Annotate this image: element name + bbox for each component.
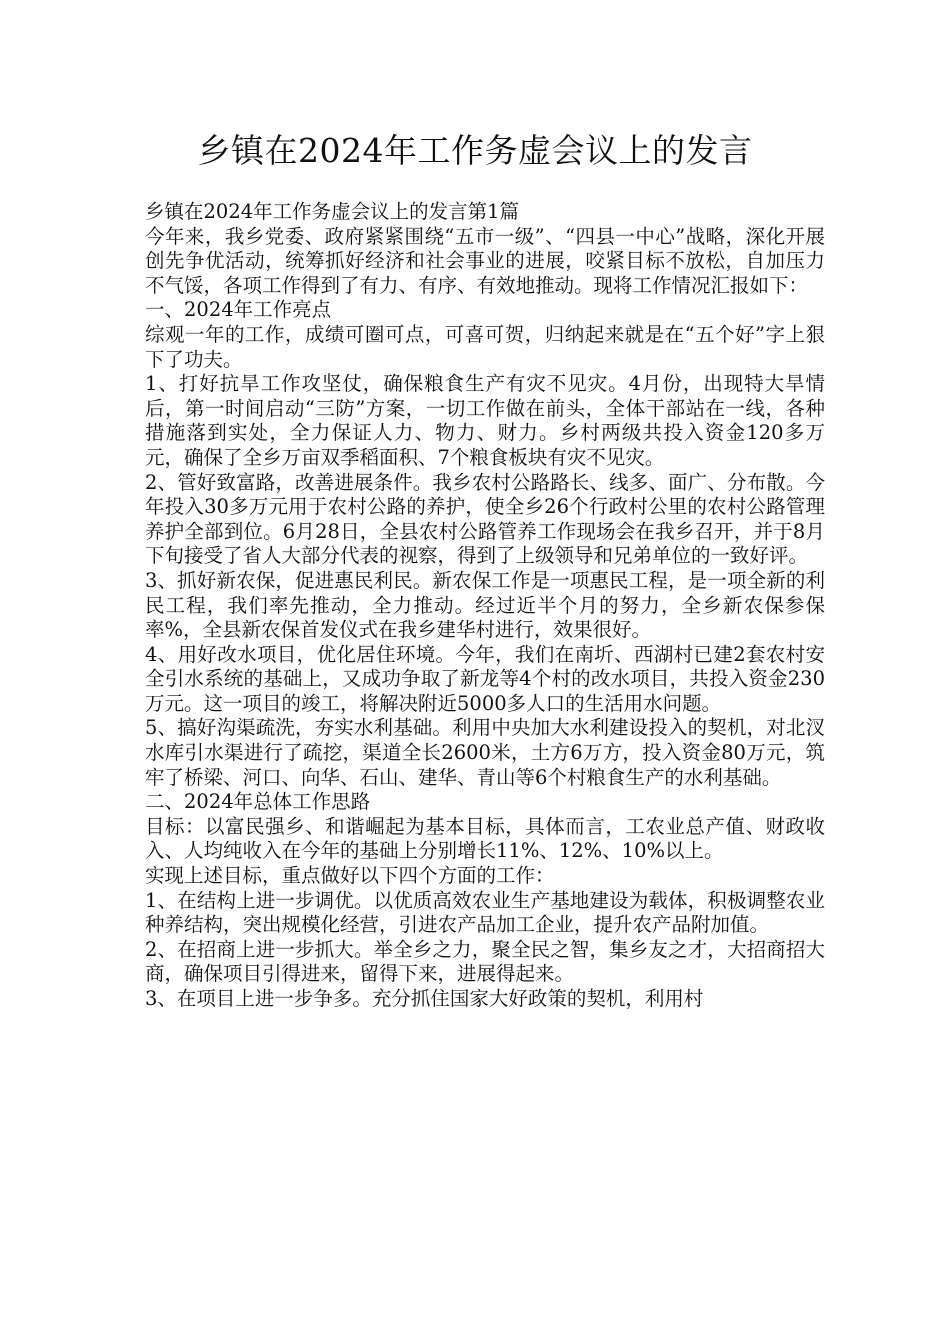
section-heading-plan: 二、2024年总体工作思路 [145,790,371,814]
focus-projects-paragraph: 3、在项目上进一步争多。充分抓住国家大好政策的契机，利用村 [145,987,704,1010]
focus-structure-paragraph: 1、在结构上进一步调优。以优质高效农业生产基地建设为载体，积极调整农业种养结构，突出规模化经营，引进农产品加工企业，提升农产品附加值。 [145,888,825,937]
item-road-paragraph: 2、管好致富路，改善进展条件。我乡农村公路路长、线多、面广、分布散。今年投入30多万元用于农村公路的养护，使全乡26个行政村公里的农村公路管理养护全部到位。6月28日，全县农村公路管养工作现场会在我乡召开，并于8月下旬接受了省人大部分代表的视察，得到了上级领导和兄弟单位的一致好评。 [145,470,825,568]
summary-paragraph: 综观一年的工作，成绩可圈可点，可喜可贺，归纳起来就是在“五个好”字上狠下了功夫。 [145,322,825,371]
item-canal-paragraph: 5、搞好沟渠疏洗，夯实水利基础。利用中央加大水利建设投入的契机，对北汊水库引水渠进行了疏挖，渠道全长2600米，土方6万方，投入资金80万元，筑牢了桥梁、河口、向华、石山、建华、青山等6个村粮食生产的水利基础。 [145,716,825,789]
goal-paragraph: 目标：以富民强乡、和谐崛起为基本目标，具体而言，工农业总产值、财政收入、人均纯收入在今年的基础上分别增长11%、12%、10%以上。 [145,814,825,863]
section-heading-highlights: 一、2024年工作亮点 [145,298,332,322]
item-insurance-paragraph: 3、抓好新农保，促进惠民利民。新农保工作是一项惠民工程，是一项全新的利民工程，我们率先推动，全力推动。经过近半个月的努力，全乡新农保参保率%，全县新农保首发仪式在我乡建华村进行，效果很好。 [145,568,825,642]
item-water-paragraph: 4、用好改水项目，优化居住环境。今年，我们在南圻、西湖村已建2套农村安全引水系统的基础上，又成功争取了新龙等4个村的改水项目，共投入资金230万元。这一项目的竣工，将解决附近5000多人口的生活用水问题。 [145,642,825,715]
subtitle-paragraph: 乡镇在2024年工作务虚会议上的发言第1篇 [145,200,520,223]
focus-investment-paragraph: 2、在招商上进一步抓大。举全乡之力，聚全民之智，集乡友之才，大招商招大商，确保项目引得进来，留得下来，进展得起来。 [145,937,825,986]
intro-paragraph: 今年来，我乡党委、政府紧紧围绕“五市一级”、“四县一中心”战略，深化开展创先争优活动，统筹抓好经济和社会事业的进展，咬紧目标不放松，自加压力不气馁，各项工作得到了有力、有序、有效地推动。现将工作情况汇报如下： [145,224,825,297]
focus-intro-paragraph: 实现上述目标，重点做好以下四个方面的工作： [145,864,555,888]
document-title: 乡镇在2024年工作务虚会议上的发言 [197,131,753,170]
document-body [145,200,825,1012]
item-drought-paragraph: 1、打好抗旱工作攻坚仗，确保粮食生产有灾不见灾。4月份，出现特大旱情后，第一时间启动“三防”方案，一切工作做在前头，全体干部站在一线，各种措施落到实处，全力保证人力、物力、财力。乡村两级共投入资金120多万元，确保了全乡万亩双季稻面积、7个粮食板块有灾不见灾。 [145,372,825,469]
